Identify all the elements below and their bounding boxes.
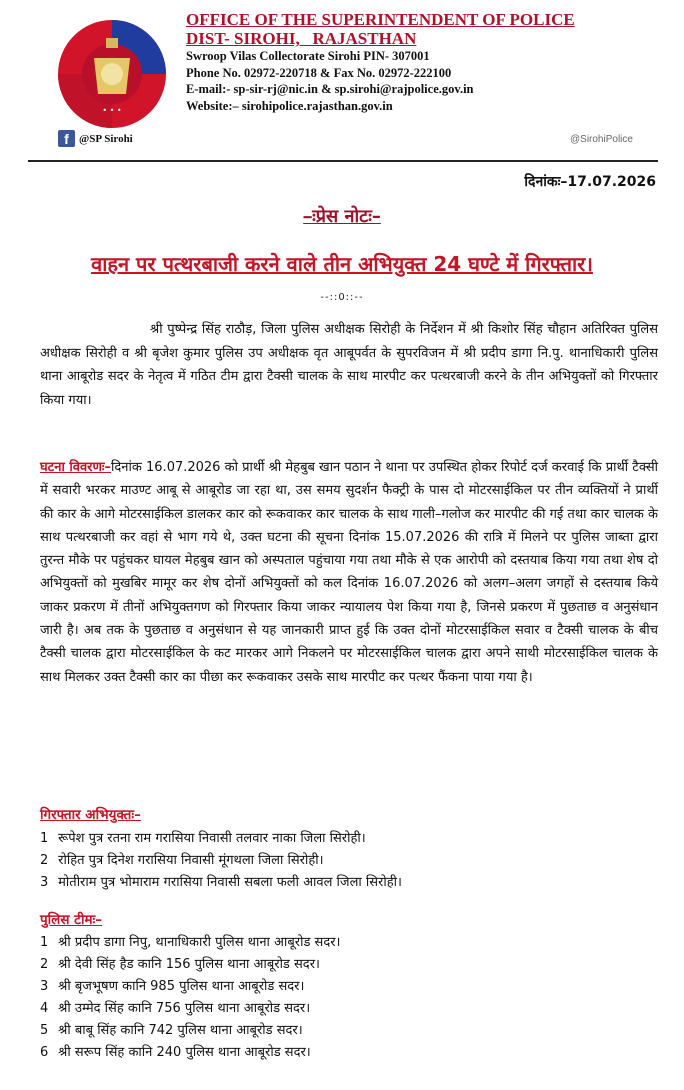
police-team-list — [40, 932, 660, 1064]
facebook-icon: f — [58, 130, 75, 147]
accused-item — [40, 850, 660, 872]
twitter-handle[interactable]: @SirohiPolice — [570, 134, 633, 145]
item-number: 5 — [40, 1023, 49, 1038]
item-number: 2 — [40, 853, 49, 868]
team-member — [40, 1020, 660, 1042]
team-member — [40, 976, 660, 998]
accused-item — [40, 828, 660, 850]
office-header — [186, 10, 666, 114]
office-title: OFFICE OF THE SUPERINTENDENT OF POLICE — [186, 10, 575, 29]
police-emblem-logo — [56, 18, 168, 130]
office-address: Swroop Vilas Collectorate Sirohi PIN- 307001 — [186, 49, 430, 63]
item-number: 6 — [40, 1045, 49, 1060]
office-website: Website:– sirohipolice.rajasthan.gov.in — [186, 98, 393, 113]
facebook-handle-label: @SP Sirohi — [79, 132, 133, 145]
team-member — [40, 954, 660, 976]
item-text: मोतीराम पुत्र भोमाराम गरासिया निवासी सबला फली आवल जिला सिरोही। — [58, 875, 402, 890]
office-email: E-mail:- sp-sir-rj@nic.in & sp.sirohi@rajpolice.gov.in — [186, 82, 474, 96]
item-number: 1 — [40, 831, 49, 846]
accused-list — [40, 828, 660, 894]
item-text: श्री बाबू सिंह कानि 742 पुलिस थाना आबूरोड सदर। — [58, 1023, 303, 1038]
press-note-title — [0, 204, 684, 228]
facebook-handle[interactable] — [58, 130, 133, 147]
team-member — [40, 932, 660, 954]
item-text: रूपेश पुत्र रतना राम गरासिया निवासी तलवार नाका जिला सिरोही। — [58, 831, 366, 846]
team-member — [40, 1042, 660, 1064]
item-number: 2 — [40, 957, 49, 972]
incident-label: घटना विवरणः– — [40, 460, 112, 475]
headline — [0, 250, 684, 277]
district-title: DIST- SIROHI, RAJASTHAN — [186, 29, 417, 48]
accused-section-title: गिरफ्तार अभियुक्तः– — [40, 807, 141, 823]
svg-text:• • •: • • • — [102, 106, 122, 115]
police-team-title: पुलिस टीमः– — [40, 912, 102, 928]
headline-text: वाहन पर पत्थरबाजी करने वाले तीन अभियुक्त 24 घण्टे में गिरफ्तार। — [91, 252, 593, 276]
office-phone: Phone No. 02972-220718 & Fax No. 02972-222100 — [186, 65, 452, 80]
item-text: श्री सरूप सिंह कानि 240 पुलिस थाना आबूरोड सदर। — [58, 1045, 311, 1060]
item-number: 4 — [40, 1001, 49, 1016]
item-text: रोहित पुत्र दिनेश गरासिया निवासी मूंगथला जिला सिरोही। — [58, 853, 324, 868]
item-text: श्री प्रदीप डागा निपु, थानाधिकारी पुलिस थाना आबूरोड सदर। — [58, 935, 341, 950]
item-text: श्री बृजभूषण कानि 985 पुलिस थाना आबूरोड सदर। — [58, 979, 305, 994]
section-divider: --::0::-- — [320, 292, 364, 303]
item-number: 1 — [40, 935, 49, 950]
intro-paragraph: श्री पुष्पेन्द्र सिंह राठौड़, जिला पुलिस अधीक्षक सिरोही के निर्देशन में श्री किशोर सिंह चौहान अतिरिक्त पुलिस अधीक्षक सिरोही व श्री बृजेश कुमार पुलिस उप अधीक्षक वृत आबूपर्वत के सुपरविजन में श्री प्रदीप डागा नि.पु. थानाधिकारी पुलिस थाना आबूरोड सदर के नेतृत्व में गठित टीम द्वारा टैक्सी चालक के साथ मारपीट कर पत्थरबाजी करने के तीन अभियुक्तों को गिरफ्तार किया गया। — [40, 322, 658, 408]
item-text: श्री उम्मेद सिंह कानि 756 पुलिस थाना आबूरोड सदर। — [58, 1001, 311, 1016]
team-member — [40, 998, 660, 1020]
press-date: दिनांकः–17.07.2026 — [524, 174, 656, 190]
item-number: 3 — [40, 875, 49, 890]
accused-item — [40, 872, 660, 894]
item-number: 3 — [40, 979, 49, 994]
incident-text: दिनांक 16.07.2026 को प्रार्थी श्री मेहबुब खान पठान ने थाना पर उपस्थित होकर रिपोर्ट दर्ज करवाई कि प्रार्थी टैक्सी में सवारी भरकर माउण्ट आबू से आबूरोड जा रहा था, उस समय सुदर्शन फैक्ट्री के पास दो मोटरसाईकिल पर तीन व्यक्तियों ने प्रार्थी की कार के आगे मोटरसाईकिल डालकर कार को रूकवाकर कार चालक के साथ गाली–गलोज कर मारपीट की गई तथा कार चालक के साथ पत्थरबाजी कर वहां से भाग गये थे, उक्त घटना की सूचना दिनांक 15.07.2026 की रात्रि में मिलने पर पुलिस जाब्ता द्वारा तुरन्त मौके पर पहुंचकर घायल मेहबुब खान को अस्पताल पहुंचाया गया तथा मौके से एक आरोपी को दस्तयाब किया गया तथा शेष दो अभियुक्तों को मुखबिर मामूर कर शेष दोनों अभियुक्तों को कल दिनांक 16.07.2026 को अलग–अलग जगहों से दस्तयाब किये जाकर प्रकरण में तीनों अभियुक्तगण को गिरफ्तार किया जाकर न्यायालय पेश किया गया है, जिनसे प्रकरण में पुछताछ व अनुसंधान जारी है। अब तक के पुछताछ व अनुसंधान से यह जानकारी प्राप्त हुई कि उक्त दोनों मोटरसाईकिल सवार व टैक्सी चालक के बीच टैक्सी चालक द्वारा मोटरसाईकिल के कट मारकर आगे निकलने पर मोटरसाईकिल चालक द्वारा अपने साथी मोटरसाईकिल चालक के साथ मिलकर उक्त टैक्सी कार का पीछा कर रूकवाकर उसके साथ मारपीट कर पत्थर फैंकना पाया गया है। — [40, 460, 659, 685]
item-text: श्री देवी सिंह हैड कानि 156 पुलिस थाना आबूरोड सदर। — [58, 957, 320, 972]
incident-paragraph — [40, 456, 658, 689]
press-note-label: –ःप्रेस नोटः– — [303, 206, 381, 227]
header-divider — [28, 160, 658, 162]
